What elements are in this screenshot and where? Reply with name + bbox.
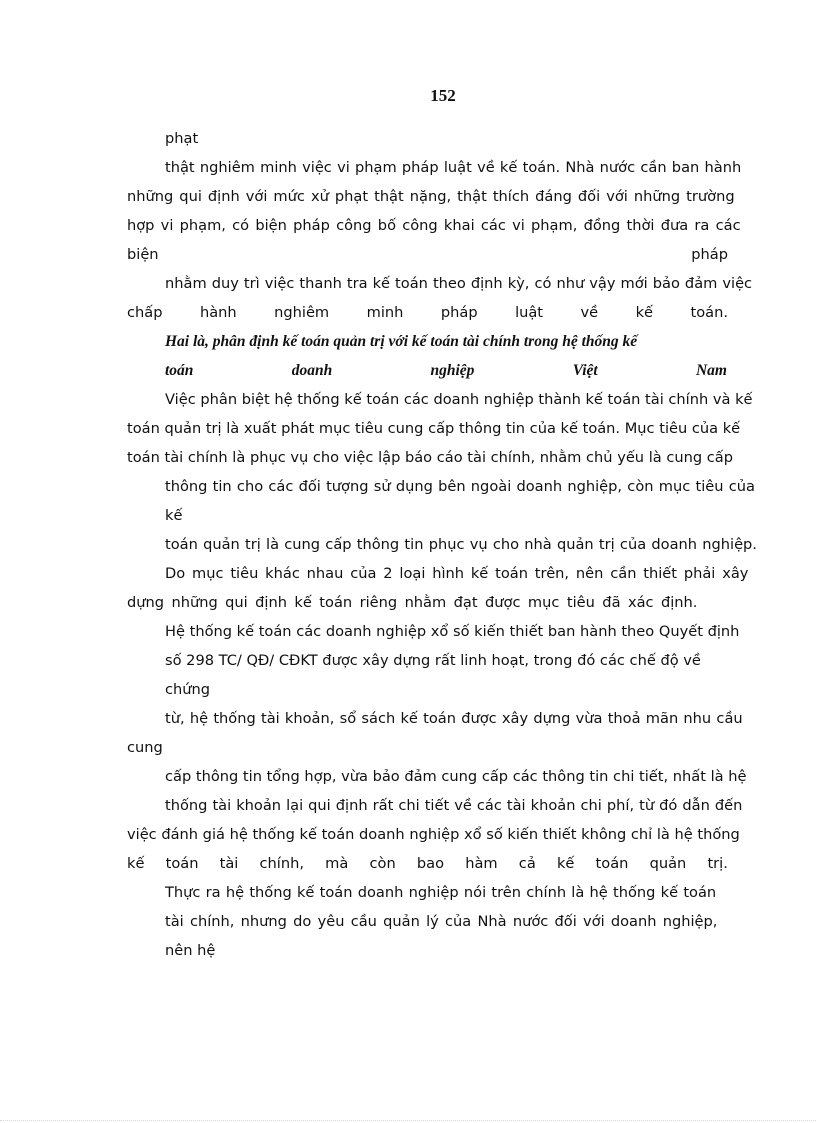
text-line: việc đánh giá hệ thống kế toán doanh nghiệp xổ số kiến thiết không chỉ là hệ thống [127,826,740,843]
text-line: số 298 TC/ QĐ/ CĐKT được xây dựng rất linh hoạt, trong đó các chế độ về [165,652,701,669]
word: biện [127,246,159,263]
word: Việt [572,362,598,379]
text-line: thông tin cho các đối tượng sử dụng bên ngoài doanh nghiệp, còn mục tiêu của [165,478,755,495]
text-line: từ, hệ thống tài khoản, sổ sách kế toán được xây dựng vừa thoả mãn nhu cầu [165,710,743,727]
word: doanh [291,362,333,379]
text-line: toán quản trị là cung cấp thông tin phục vụ cho nhà quản trị của doanh nghiệp. [165,536,757,553]
text-line: thống tài khoản lại qui định rất chi tiết về các tài khoản chi phí, từ đó dẫn đến [165,797,743,814]
word: chính, [259,855,304,872]
text-line: chứng [165,681,211,698]
word: trị. [707,855,728,872]
text-line: toán tài chính là phục vụ cho việc lập báo cáo tài chính, nhằm chủ yếu là cung cấp [127,449,733,466]
text-line: nhằm duy trì việc thanh tra kế toán theo định kỳ, có như vậy mới bảo đảm việc [165,275,753,292]
word: luật [515,304,544,321]
word: kế [127,855,145,872]
word: kế [635,304,654,321]
word: pháp [440,304,478,321]
word: tài [219,855,239,872]
word: pháp [691,246,728,263]
word: kế [556,855,575,872]
spread-line-bien-phap [127,245,728,265]
text-line: toán quản trị là xuất phát mục tiêu cung cấp thông tin của kế toán. Mục tiêu của kế [127,420,741,437]
word: toán [165,855,199,872]
word: bao [416,855,445,872]
word: quản [649,855,687,872]
text-line: dựng những qui định kế toán riêng nhằm đạt được mục tiêu đã xác định. [127,594,698,611]
text-line: Việc phân biệt hệ thống kế toán các doanh nghiệp thành kế toán tài chính và kế [165,391,753,408]
word: cả [518,855,536,872]
word: hàm [465,855,498,872]
text-line: phạt [165,130,199,147]
text-line: nên hệ [165,942,216,959]
section-heading-continued [165,361,727,381]
word: nghiêm [274,304,330,321]
page-bottom-border [0,1120,816,1121]
text-line: hợp vi phạm, có biện pháp công bố công khai các vi phạm, đồng thời đưa ra các [127,217,741,234]
text-line: cấp thông tin tổng hợp, vừa bảo đảm cung cấp các thông tin chi tiết, nhất là hệ [165,768,747,785]
text-line: tài chính, nhưng do yêu cầu quản lý của Nhà nước đối với doanh nghiệp, [165,913,718,930]
page-number: 152 [430,86,456,105]
section-heading: Hai là, phân định kế toán quản trị với kế toán tài chính trong hệ thống kế [165,333,638,350]
word: về [580,304,599,321]
word: hành [199,304,237,321]
word: toán [595,855,629,872]
text-line: những qui định với mức xử phạt thật nặng, thật thích đáng đối với những trường [127,188,735,205]
spread-line-chap-hanh [127,303,728,323]
word: minh [366,304,404,321]
spread-line-ke-toan-tai-chinh [127,854,728,874]
word: chấp [127,304,163,321]
word: Nam [695,362,727,379]
word: nghiệp [430,362,475,379]
text-line: cung [127,739,163,756]
text-line: Do mục tiêu khác nhau của 2 loại hình kế toán trên, nên cần thiết phải xây [165,565,749,582]
text-line: thật nghiêm minh việc vi phạm pháp luật về kế toán. Nhà nước cần ban hành [165,159,742,176]
word: còn [369,855,396,872]
text-line: Hệ thống kế toán các doanh nghiệp xổ số kiến thiết ban hành theo Quyết định [165,623,740,640]
text-line: kế [165,507,183,524]
word: toán [165,362,194,379]
word: mà [325,855,349,872]
word: toán. [690,304,728,321]
text-line: Thực ra hệ thống kế toán doanh nghiệp nói trên chính là hệ thống kế toán [165,884,717,901]
